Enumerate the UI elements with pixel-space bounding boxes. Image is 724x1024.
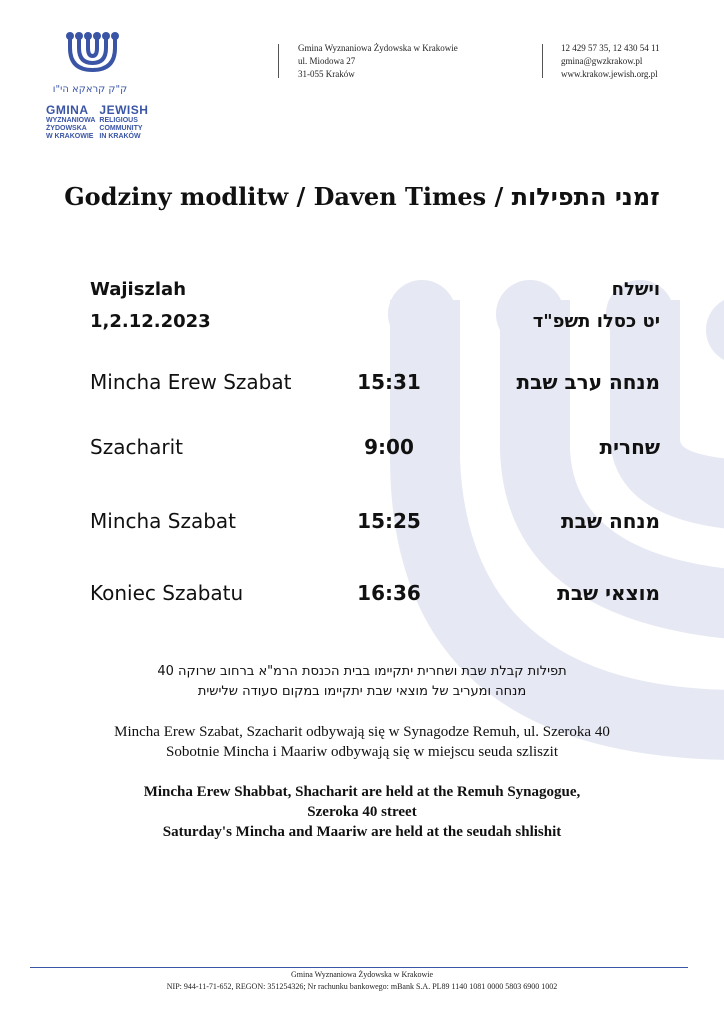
title-latin: Godziny modlitw / Daven Times / [64, 182, 512, 211]
prayer-name: Mincha Erew Szabat [90, 370, 292, 394]
prayer-time: 16:36 [357, 581, 421, 605]
parasha-latin [90, 274, 211, 338]
note-english [0, 782, 724, 842]
note-line: Saturday's Mincha and Maariw are held at the seudah shlishit [162, 824, 562, 840]
logo-line: ŻYDOWSKA [46, 125, 87, 132]
note-line: Sobotnie Mincha i Maariw odbywają się w miejscu seuda szliszit [166, 744, 558, 760]
schedule-row [0, 370, 724, 410]
logo-wordmark [46, 104, 148, 141]
prayer-time: 9:00 [364, 435, 414, 459]
address-line: ul. Miodowa 27 [298, 56, 356, 66]
prayer-name: Koniec Szabatu [90, 581, 244, 605]
logo-line: IN KRAKÓW [99, 133, 141, 140]
parasha-date: 1,2.12.2023 [90, 311, 211, 332]
prayer-time: 15:25 [357, 509, 421, 533]
prayer-name: Szacharit [90, 435, 183, 459]
logo-line: WYZNANIOWA [46, 117, 96, 124]
schedule-row [0, 435, 724, 475]
website-link[interactable]: www.krakow.jewish.org.pl [561, 69, 658, 79]
footer-divider [30, 967, 688, 968]
parasha-name-hebrew: וישלח [611, 279, 660, 300]
prayer-name-hebrew: מנחה ערב שבת [516, 370, 660, 394]
logo-left-col [46, 104, 95, 141]
menorah-icon [44, 30, 144, 80]
parasha-hebrew [533, 274, 660, 338]
schedule-row [0, 581, 724, 621]
address-line: 31-055 Kraków [298, 69, 355, 79]
logo-line: JEWISH [99, 103, 149, 117]
note-hebrew [0, 662, 724, 702]
logo-line: RELIGIOUS [99, 117, 138, 124]
parasha-date-hebrew: יט כסלו תשפ"ד [532, 311, 660, 332]
logo-right-col [99, 104, 148, 141]
prayer-name-hebrew: מנחה שבת [560, 509, 660, 533]
logo-hebrew-text: ק"ק קראקא הי"ו [52, 84, 128, 95]
header-address [298, 42, 458, 81]
note-line: תפילות קבלת שבת ושחרית יתקיימו בבית הכנסת הרמ"א ברחוב שרוקה 40 [157, 664, 567, 679]
logo-line: COMMUNITY [99, 125, 143, 132]
prayer-name: Mincha Szabat [90, 509, 237, 533]
note-line: Mincha Erew Szabat, Szacharit odbywają się w Synagodze Remuh, ul. Szeroka 40 [114, 724, 610, 740]
page-title [0, 182, 724, 211]
note-line: Szeroka 40 street [307, 804, 417, 820]
header-contact [561, 42, 660, 81]
address-line: Gmina Wyznaniowa Żydowska w Krakowie [298, 43, 458, 53]
footer-details: NIP: 944-11-71-652, REGON: 351254326; Nr rachunku bankowego: mBank S.A. PL89 1140 1081 0000 5803 6900 1002 [166, 982, 558, 991]
note-polish [0, 722, 724, 762]
note-line: מנחה ומעריב של מוצאי שבת יתקיימו במקום סעודה שלישית [197, 684, 527, 699]
logo-line: GMINA [46, 103, 89, 117]
email-link[interactable]: gmina@gwzkrakow.pl [561, 56, 643, 66]
prayer-name-hebrew: מוצאי שבת [557, 581, 660, 605]
footer-org: Gmina Wyznaniowa Żydowska w Krakowie [291, 970, 433, 979]
header-divider [278, 44, 279, 78]
prayer-name-hebrew: שחרית [599, 435, 660, 459]
prayer-time: 15:31 [357, 370, 421, 394]
parasha-name: Wajiszlah [90, 279, 187, 300]
note-line: Mincha Erew Shabbat, Shacharit are held at the Remuh Synagogue, [143, 784, 581, 800]
phone-text: 12 429 57 35, 12 430 54 11 [561, 43, 660, 53]
title-hebrew: זמני התפילות [511, 183, 660, 211]
logo-line: W KRAKOWIE [46, 133, 94, 140]
header-divider [542, 44, 543, 78]
schedule-row [0, 509, 724, 549]
